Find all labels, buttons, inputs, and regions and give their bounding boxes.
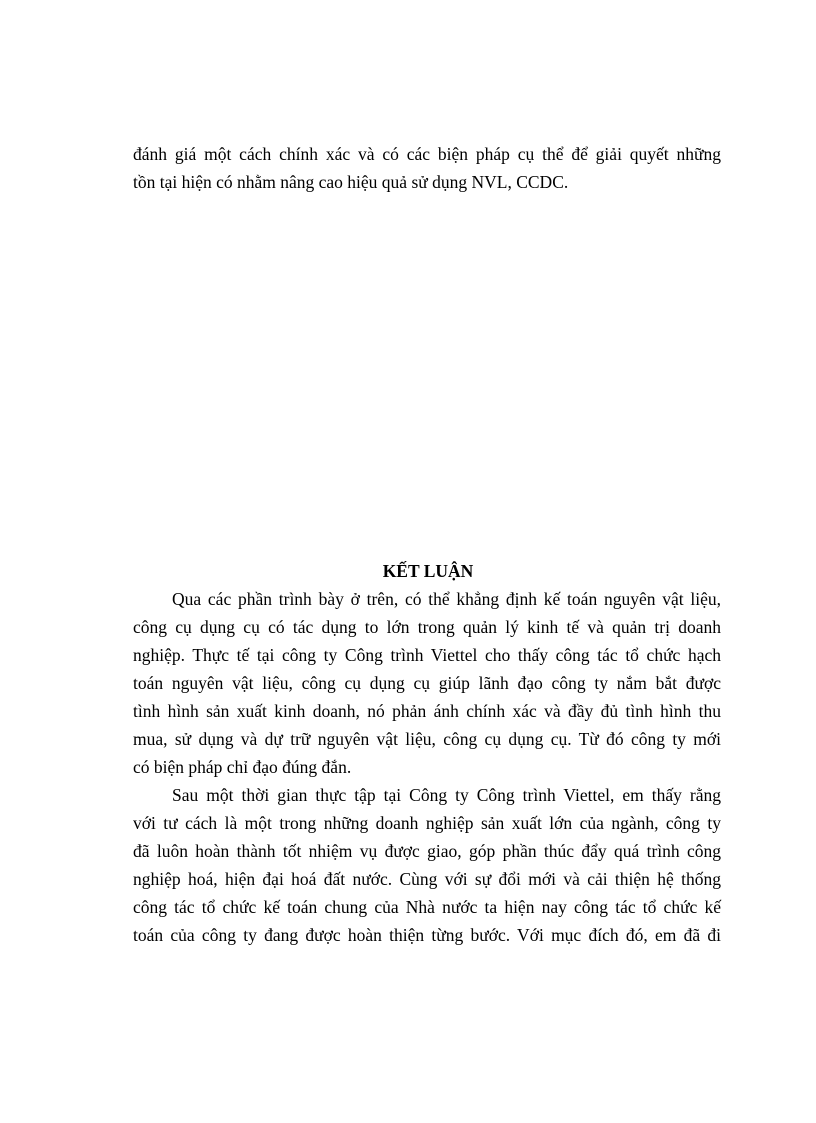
text-line: đánh giá một cách chính xác và có các biện pháp cụ thể để giải quyết những (133, 144, 721, 164)
conclusion-paragraph-2 (133, 781, 721, 949)
text-line: nghiệp. Thực tế tại công ty Công trình Viettel cho thấy công tác tổ chức hạch (133, 645, 721, 665)
text-line: toán nguyên vật liệu, công cụ dụng cụ giúp lãnh đạo công ty nắm bắt được (133, 673, 721, 693)
text-line: nghiệp hoá, hiện đại hoá đất nước. Cùng với sự đổi mới và cải thiện hệ thống (133, 869, 721, 889)
section-heading: KẾT LUẬN (382, 561, 474, 581)
text-line: đã luôn hoàn thành tốt nhiệm vụ được giao, góp phần thúc đẩy quá trình công (133, 841, 721, 861)
text-line: công tác tổ chức kế toán chung của Nhà nước ta hiện nay công tác tổ chức kế (133, 897, 721, 917)
text-line: toán của công ty đang được hoàn thiện từng bước. Với mục đích đó, em đã đi (133, 925, 721, 945)
text-line: tồn tại hiện có nhằm nâng cao hiệu quả sử dụng NVL, CCDC. (133, 172, 569, 192)
text-line: với tư cách là một trong những doanh nghiệp sản xuất lớn của ngành, công ty (133, 813, 721, 833)
top-paragraph (133, 140, 721, 196)
conclusion-paragraph-1 (133, 585, 721, 781)
conclusion-body (133, 585, 721, 949)
text-line: mua, sử dụng và dự trữ nguyên vật liệu, công cụ dụng cụ. Từ đó công ty mới (133, 729, 721, 749)
text-line: Qua các phần trình bày ở trên, có thể khẳng định kế toán nguyên vật liệu, (172, 589, 721, 609)
text-line: tình hình sản xuất kinh doanh, nó phản ánh chính xác và đầy đủ tình hình thu (133, 701, 721, 721)
text-line: công cụ dụng cụ có tác dụng to lớn trong quản lý kinh tế và quản trị doanh (133, 617, 721, 637)
text-line: có biện pháp chỉ đạo đúng đắn. (133, 757, 352, 777)
text-line: Sau một thời gian thực tập tại Công ty Công trình Viettel, em thấy rằng (172, 785, 721, 805)
